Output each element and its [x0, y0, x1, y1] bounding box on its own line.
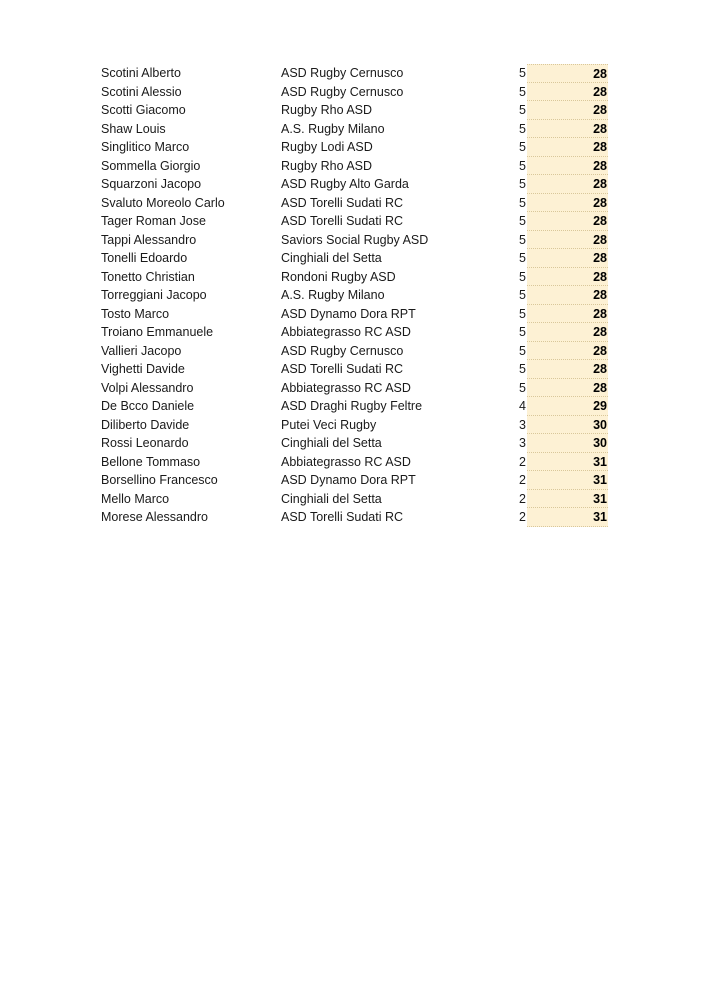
- player-name: Tager Roman Jose: [101, 214, 206, 228]
- club-name: ASD Rugby Cernusco: [281, 343, 404, 358]
- player-name: Bellone Tommaso: [101, 454, 201, 469]
- table-row: [101, 416, 608, 435]
- table-row: [101, 471, 608, 490]
- rank-value: 28: [527, 249, 608, 268]
- table-row: [101, 453, 608, 472]
- table-row: [101, 434, 608, 453]
- rank-value: 28: [527, 64, 608, 83]
- table-row: [101, 360, 608, 379]
- rank-value: 28: [527, 120, 608, 139]
- rank-value: 28: [527, 83, 608, 102]
- table-row: [101, 490, 608, 509]
- club-name: ASD Draghi Rugby Feltre: [281, 399, 423, 413]
- points-value: 5: [519, 269, 526, 284]
- club-name: Cinghiali del Setta: [281, 436, 382, 450]
- rank-value: 31: [527, 490, 608, 509]
- player-name: Scotini Alberto: [101, 66, 181, 80]
- player-name: Volpi Alessandro: [101, 380, 194, 395]
- rank-value: 28: [527, 194, 608, 213]
- table-row: [101, 157, 608, 176]
- rank-value: 31: [527, 453, 608, 472]
- points-value: 5: [519, 103, 526, 117]
- table-row: [101, 231, 608, 250]
- player-name: Svaluto Moreolo Carlo: [101, 195, 225, 210]
- club-name: Abbiategrasso RC ASD: [281, 325, 411, 339]
- points-value: 5: [519, 84, 526, 99]
- player-name: Rossi Leonardo: [101, 436, 189, 450]
- points-value: 2: [519, 473, 526, 487]
- club-name: ASD Dynamo Dora RPT: [281, 306, 416, 321]
- table-row: [101, 64, 608, 83]
- points-value: 5: [519, 177, 526, 191]
- club-name: ASD Rugby Cernusco: [281, 66, 404, 80]
- club-name: Abbiategrasso RC ASD: [281, 454, 411, 469]
- table-row: [101, 194, 608, 213]
- points-value: 5: [519, 158, 526, 173]
- player-name: Tappi Alessandro: [101, 232, 197, 247]
- points-value: 5: [519, 121, 526, 136]
- player-name: De Bcco Daniele: [101, 399, 195, 413]
- table-row: [101, 286, 608, 305]
- player-name: Tosto Marco: [101, 306, 170, 321]
- player-name: Tonetto Christian: [101, 269, 195, 284]
- points-value: 3: [519, 417, 526, 432]
- rank-value: 30: [527, 434, 608, 453]
- club-name: Rugby Lodi ASD: [281, 140, 373, 154]
- player-name: Vighetti Davide: [101, 362, 185, 376]
- rank-value: 28: [527, 360, 608, 379]
- rank-value: 29: [527, 397, 608, 416]
- rank-value: 31: [527, 508, 608, 527]
- points-value: 2: [519, 510, 526, 524]
- club-name: Saviors Social Rugby ASD: [281, 232, 429, 247]
- player-name: Squarzoni Jacopo: [101, 177, 202, 191]
- points-value: 5: [519, 251, 526, 265]
- table-row: [101, 342, 608, 361]
- player-name: Mello Marco: [101, 491, 170, 506]
- table-row: [101, 120, 608, 139]
- rank-value: 28: [527, 231, 608, 250]
- table-row: [101, 379, 608, 398]
- points-value: 5: [519, 66, 526, 80]
- rank-value: 28: [527, 138, 608, 157]
- player-name: Borsellino Francesco: [101, 473, 218, 487]
- club-name: A.S. Rugby Milano: [281, 288, 385, 302]
- player-name: Morese Alessandro: [101, 510, 209, 524]
- player-name: Tonelli Edoardo: [101, 251, 188, 265]
- rank-value: 31: [527, 471, 608, 490]
- club-name: Abbiategrasso RC ASD: [281, 380, 411, 395]
- rank-value: 28: [527, 342, 608, 361]
- table-row: [101, 323, 608, 342]
- club-name: Rondoni Rugby ASD: [281, 269, 396, 284]
- club-name: ASD Torelli Sudati RC: [281, 195, 404, 210]
- table-row: [101, 508, 608, 527]
- points-value: 5: [519, 288, 526, 302]
- table-row: [101, 101, 608, 120]
- table-row: [101, 268, 608, 287]
- club-name: Cinghiali del Setta: [281, 491, 382, 506]
- club-name: Putei Veci Rugby: [281, 417, 377, 432]
- points-value: 5: [519, 380, 526, 395]
- points-value: 5: [519, 306, 526, 321]
- player-name: Diliberto Davide: [101, 417, 190, 432]
- table-row: [101, 305, 608, 324]
- table-row: [101, 83, 608, 102]
- rank-value: 28: [527, 212, 608, 231]
- player-name: Troiano Emmanuele: [101, 325, 214, 339]
- player-name: Torreggiani Jacopo: [101, 288, 207, 302]
- player-name: Scotti Giacomo: [101, 103, 186, 117]
- club-name: ASD Rugby Cernusco: [281, 84, 404, 99]
- club-name: ASD Torelli Sudati RC: [281, 510, 404, 524]
- club-name: Rugby Rho ASD: [281, 103, 373, 117]
- player-name: Sommella Giorgio: [101, 158, 201, 173]
- rank-value: 28: [527, 305, 608, 324]
- table-row: [101, 175, 608, 194]
- table-row: [101, 212, 608, 231]
- player-name: Scotini Alessio: [101, 84, 182, 99]
- rank-value: 28: [527, 268, 608, 287]
- club-name: ASD Torelli Sudati RC: [281, 214, 404, 228]
- points-value: 4: [519, 399, 526, 413]
- rank-value: 28: [527, 157, 608, 176]
- points-value: 3: [519, 436, 526, 450]
- player-name: Vallieri Jacopo: [101, 343, 182, 358]
- club-name: Cinghiali del Setta: [281, 251, 382, 265]
- rank-value: 28: [527, 323, 608, 342]
- points-value: 2: [519, 454, 526, 469]
- points-value: 5: [519, 343, 526, 358]
- points-value: 5: [519, 140, 526, 154]
- rank-value: 28: [527, 175, 608, 194]
- player-name: Shaw Louis: [101, 121, 166, 136]
- table-row: [101, 138, 608, 157]
- rank-value: 28: [527, 101, 608, 120]
- table-row: [101, 397, 608, 416]
- points-value: 5: [519, 214, 526, 228]
- club-name: ASD Dynamo Dora RPT: [281, 473, 416, 487]
- table-row: [101, 249, 608, 268]
- points-value: 5: [519, 232, 526, 247]
- club-name: A.S. Rugby Milano: [281, 121, 385, 136]
- points-value: 5: [519, 195, 526, 210]
- club-name: ASD Rugby Alto Garda: [281, 177, 409, 191]
- points-value: 5: [519, 325, 526, 339]
- player-name: Singlitico Marco: [101, 140, 190, 154]
- ranking-table: [101, 64, 608, 527]
- club-name: Rugby Rho ASD: [281, 158, 373, 173]
- points-value: 5: [519, 362, 526, 376]
- rank-value: 28: [527, 379, 608, 398]
- points-value: 2: [519, 491, 526, 506]
- rank-value: 28: [527, 286, 608, 305]
- rank-value: 30: [527, 416, 608, 435]
- club-name: ASD Torelli Sudati RC: [281, 362, 404, 376]
